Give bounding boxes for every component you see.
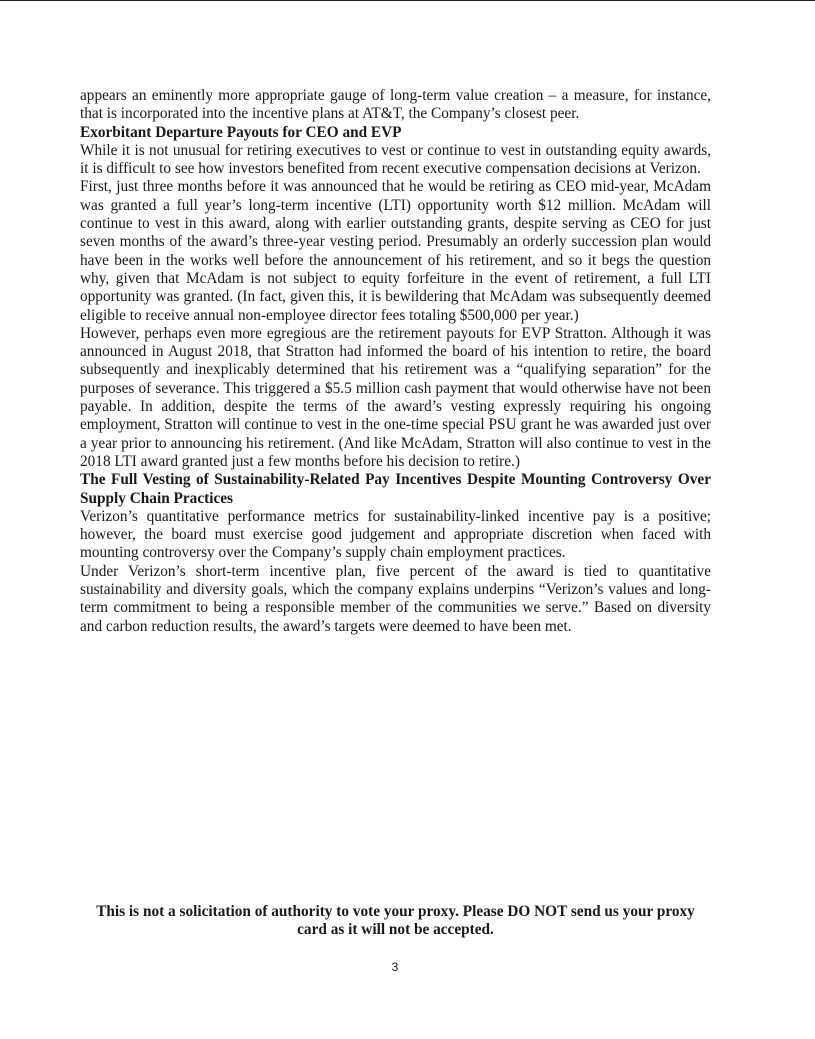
paragraph-short-term-incentive: Under Verizon’s short-term incentive plan, five percent of the award is tied to quantitative sustainability and diversity goals, which the company explains underpins “Verizon’s values and long-term commitment to being a responsible member of the communities we serve.” Based on diversity and carbon reduction results, the award’s targets were deemed to have been met. <box>80 562 711 635</box>
intro-paragraph: appears an eminently more appropriate gauge of long-term value creation – a measure, for instance, that is incorporated into the incentive plans at AT&T, the Company’s closest peer. <box>80 87 711 123</box>
paragraph-retiring-executives: While it is not unusual for retiring executives to vest or continue to vest in outstanding equity awards, it is difficult to see how investors benefited from recent executive compensation decisions at Verizon. <box>80 141 711 178</box>
section-departure-payouts <box>80 124 711 472</box>
page-number: 3 <box>391 960 399 974</box>
paragraph-quantitative-metrics: Verizon’s quantitative performance metrics for sustainability-linked incentive pay is a positive; however, the board must exercise good judgement and appropriate discretion when faced with mounting controversy over the Company’s supply chain employment practices. <box>80 507 711 562</box>
paragraph-stratton: However, perhaps even more egregious are the retirement payouts for EVP Stratton. Although it was announced in August 2018, that Stratton had informed the board of his intention to retire, the board subsequently and inexplicably determined that his retirement was a “qualifying separation” for the purposes of severance. This triggered a $5.5 million cash payment that would otherwise have not been payable. In addition, despite the terms of the award’s vesting expressly requiring his ongoing employment, Stratton will continue to vest in the one-time special PSU grant he was awarded just over a year prior to announcing his retirement. (And like McAdam, Stratton will also continue to vest in the 2018 LTI award granted just a few months before his decision to retire.) <box>80 324 711 470</box>
document-page <box>80 87 711 636</box>
proxy-disclaimer: This is not a solicitation of authority to vote your proxy. Please DO NOT send us your proxy card as it will not be accepted. <box>96 903 695 939</box>
section-heading-departure-payouts: Exorbitant Departure Payouts for CEO and EVP <box>80 123 402 141</box>
section-heading-sustainability: The Full Vesting of Sustainability-Related Pay Incentives Despite Mounting Controversy Over Supply Chain Practices <box>80 471 711 507</box>
paragraph-mcadam: First, just three months before it was announced that he would be retiring as CEO mid-year, McAdam was granted a full year’s long-term incentive (LTI) opportunity worth $12 million. McAdam will continue to vest in this award, along with earlier outstanding grants, despite serving as CEO for just seven months of the award’s three-year vesting period. Presumably an orderly succession plan would have been in the works well before the announcement of his retirement, and so it begs the question why, given that McAdam is not subject to equity forfeiture in the event of retirement, a full LTI opportunity was granted. (In fact, given this, it is bewildering that McAdam was subsequently deemed eligible to receive annual non-employee director fees totaling $500,000 per year.) <box>80 178 711 324</box>
top-border-line <box>0 0 815 1</box>
section-sustainability-incentives <box>80 471 711 636</box>
